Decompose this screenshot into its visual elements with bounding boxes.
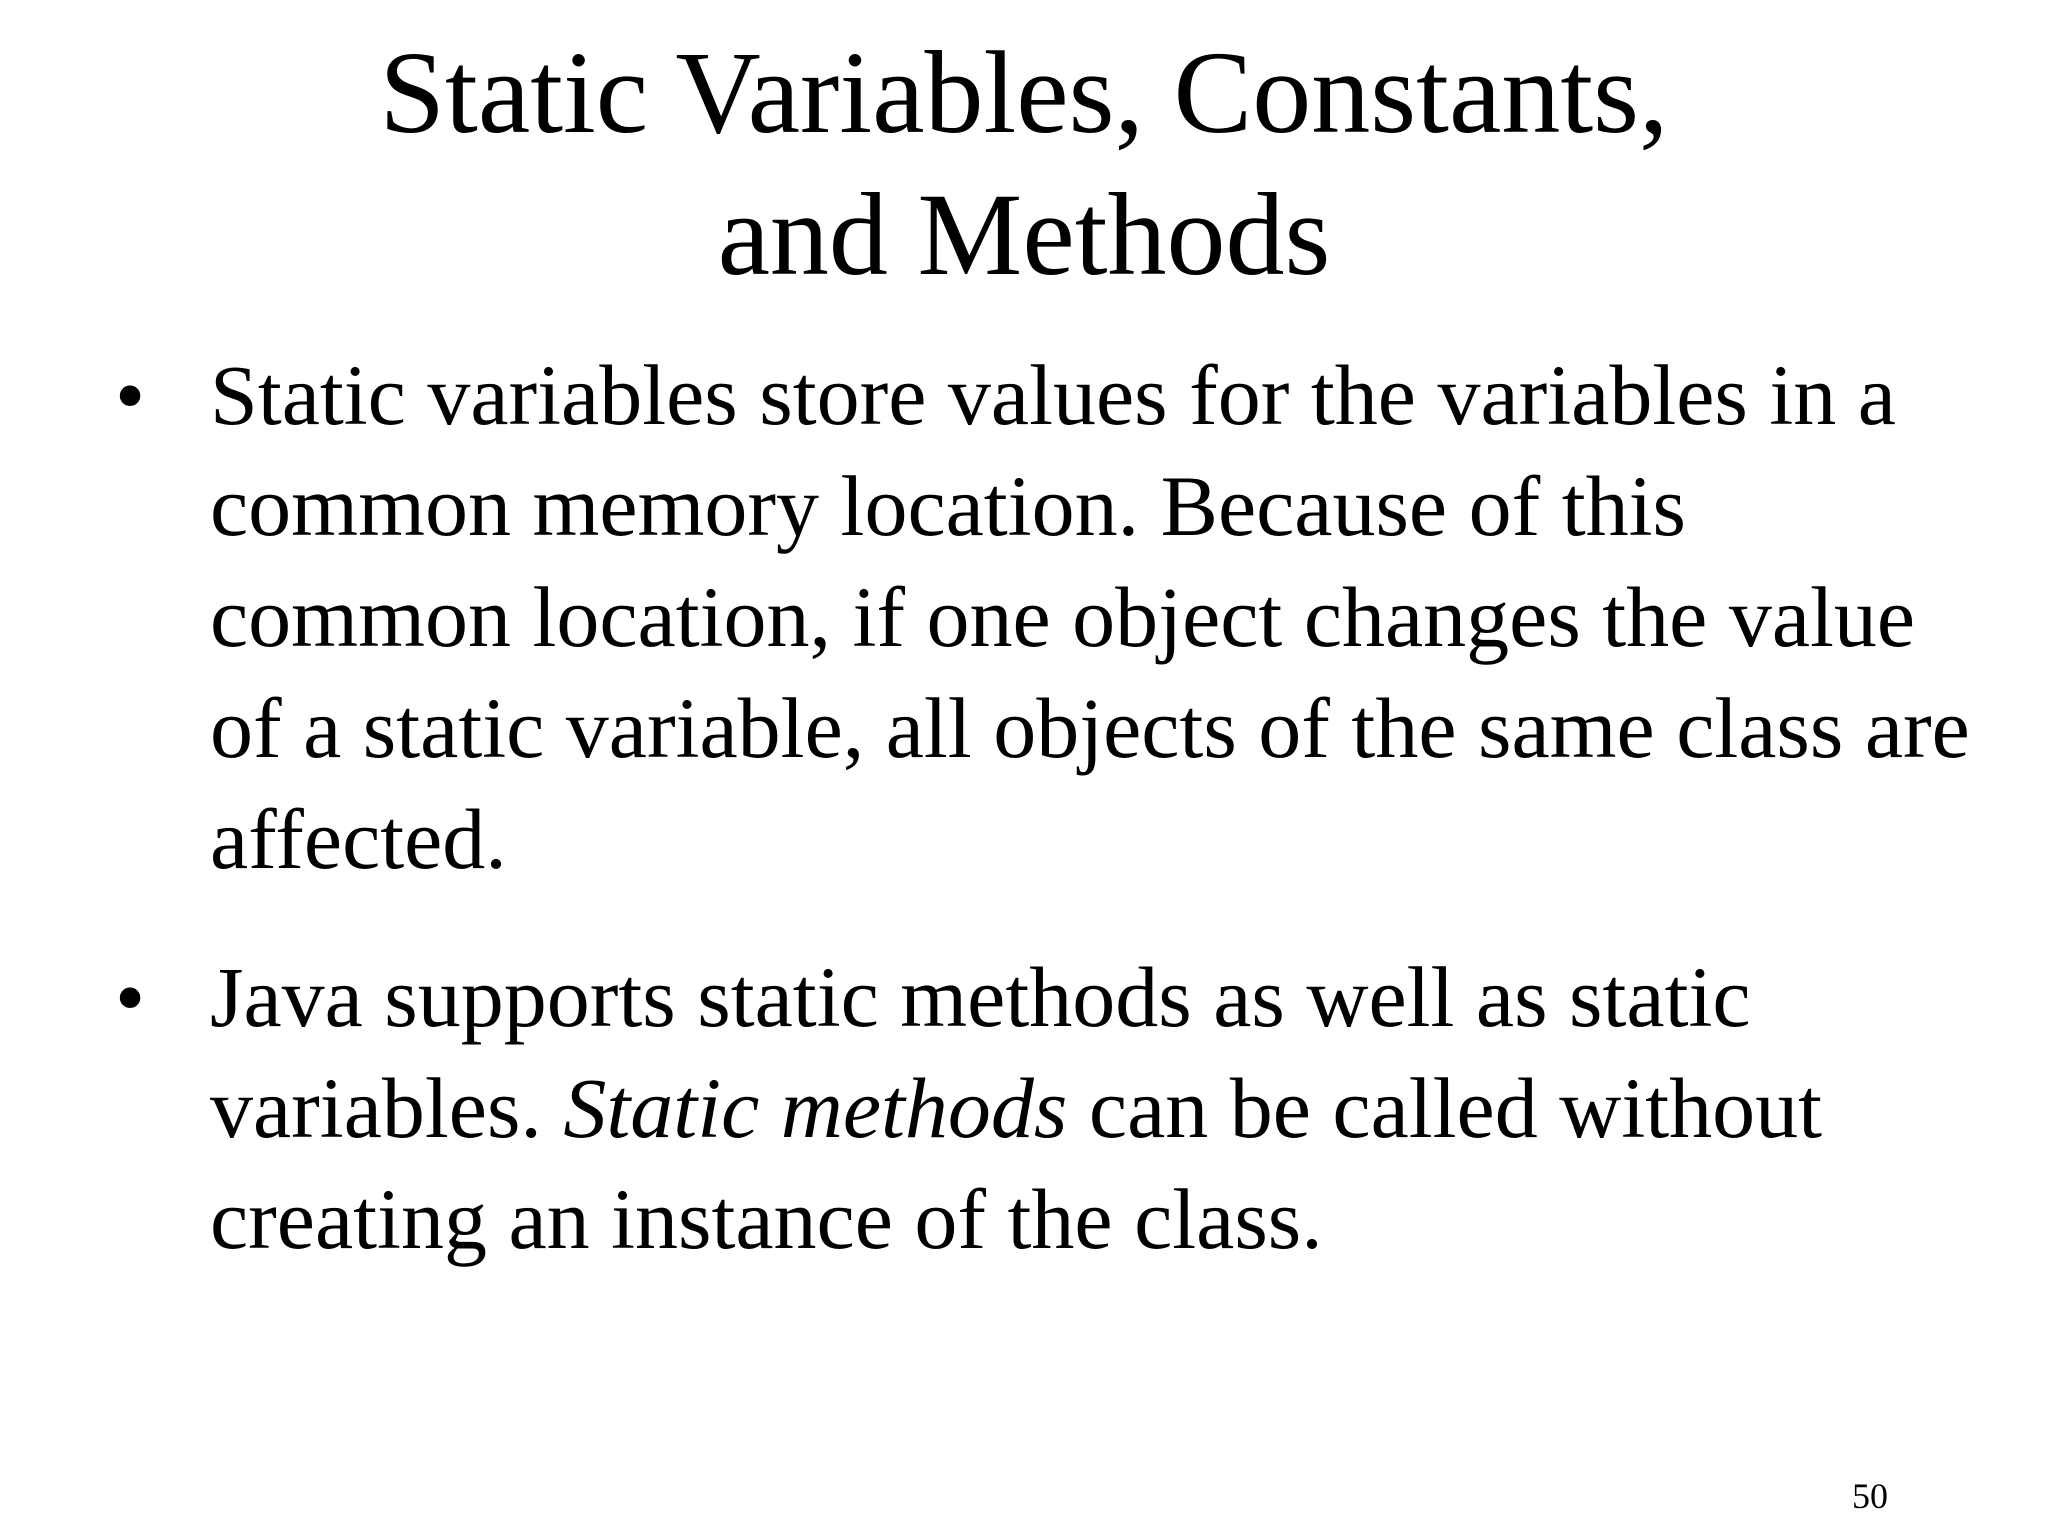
page-number: 50 bbox=[1852, 1476, 1888, 1516]
bullet-text-italic: Static methods bbox=[563, 1060, 1068, 1156]
bullet-text-after: can be called without creating an instance of the class. bbox=[210, 1060, 1823, 1267]
bullet-icon: • bbox=[114, 949, 146, 1045]
bullet-list bbox=[100, 340, 2000, 1275]
bullet-item-static-variables bbox=[100, 340, 2000, 895]
slide-title-line-1: Static Variables, Constants, bbox=[379, 27, 1669, 158]
bullet-text: Static variables store values for the variables in a common memory location. Because of this common location, if one object changes the value of a static variable, all objects of the same class are affected. bbox=[210, 347, 1970, 887]
slide-title-line-2: and Methods bbox=[717, 169, 1331, 300]
bullet-text-before: Java supports static methods as well as static variables. bbox=[210, 949, 1751, 1156]
bullet-text bbox=[210, 949, 1822, 1267]
bullet-item-static-methods bbox=[100, 942, 2000, 1275]
slide-title bbox=[0, 22, 2048, 306]
bullet-icon: • bbox=[114, 347, 146, 443]
